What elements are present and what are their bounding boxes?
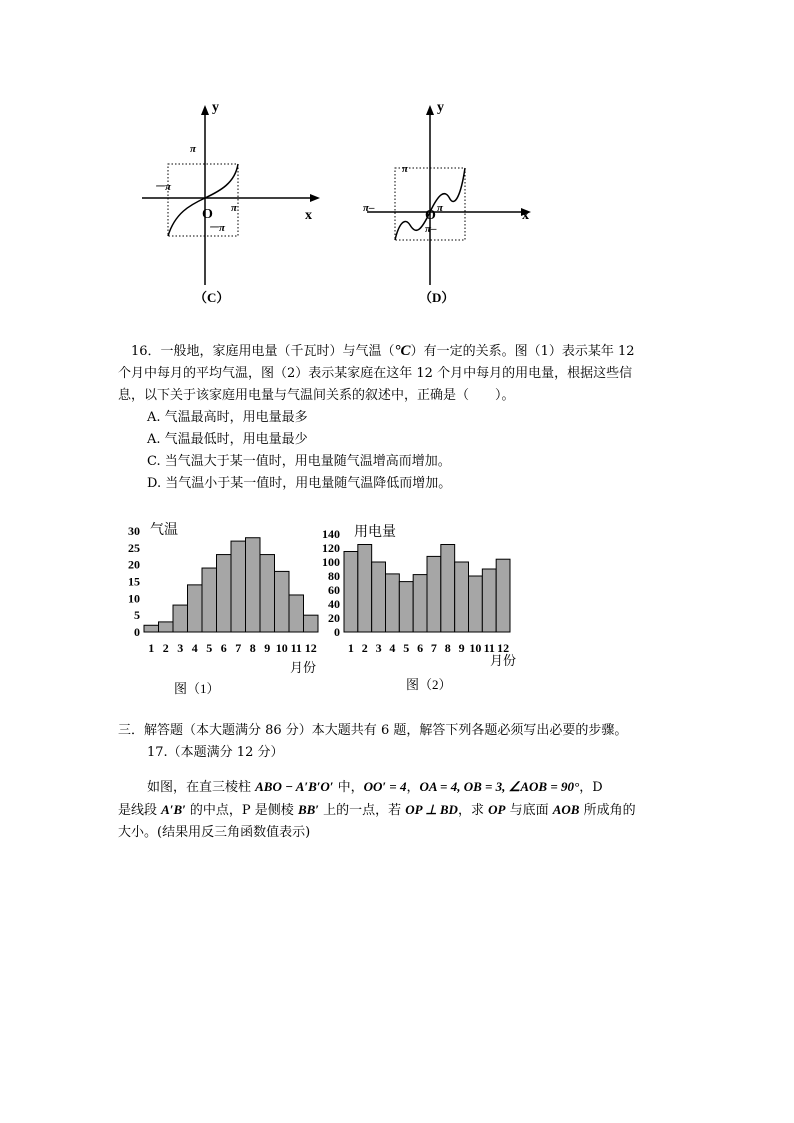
prism-name: ABO − A′B′O′ xyxy=(255,779,334,794)
pi-right-label: π xyxy=(437,202,444,214)
y-tick-label: 60 xyxy=(328,583,340,597)
option-b: A. 气温最低时，用电量最少 xyxy=(147,432,308,447)
oo-length: OO′ = 4 xyxy=(363,779,407,794)
curve-c xyxy=(168,164,238,236)
temperature-chart xyxy=(118,515,328,705)
q16-options xyxy=(118,407,698,495)
neg-pi-left-label: －π xyxy=(154,181,172,193)
q17-title: 17.（本题满分 12 分） xyxy=(147,745,284,760)
bar-10 xyxy=(275,571,290,632)
x-tick-label: 8 xyxy=(444,641,451,655)
q16-line1: 16．一般地，家庭用电量（千瓦时）与气温（°C）有一定的关系。图（1）表示某年 12 xyxy=(131,343,635,359)
bar-7 xyxy=(427,556,441,632)
edge-bb: BB′ xyxy=(297,802,319,817)
bar-6 xyxy=(217,555,232,632)
y-label: y xyxy=(437,100,444,115)
q17-line3: 大小。(结果用反三角函数值表示) xyxy=(118,825,311,840)
bar-8 xyxy=(246,538,261,632)
y-tick-label: 40 xyxy=(328,597,340,611)
celsius-unit: °C xyxy=(394,343,411,359)
x-tick-label: 7 xyxy=(235,641,242,655)
option-c: C. 当气温大于某一值时，用电量随气温增高而增加。 xyxy=(147,454,451,469)
chart-title: 气温 xyxy=(150,523,178,538)
graph-c xyxy=(130,95,330,310)
bar-12 xyxy=(496,559,510,632)
x-tick-label: 1 xyxy=(148,641,155,655)
option-d: D. 当气温小于某一值时，用电量随气温降低而增加。 xyxy=(147,476,452,491)
y-tick-label: 120 xyxy=(322,541,340,555)
bar-10 xyxy=(469,576,483,632)
y-tick-label: 5 xyxy=(134,608,140,623)
x-tick-label: 12 xyxy=(304,641,317,655)
caption-d: （D） xyxy=(419,290,455,305)
x-tick-label: 11 xyxy=(290,641,302,655)
bar-4 xyxy=(188,585,203,632)
bar-1 xyxy=(144,625,159,632)
section3 xyxy=(118,720,708,844)
y-tick-label: 0 xyxy=(334,625,340,639)
caption-c: （C） xyxy=(194,290,230,305)
bar-8 xyxy=(441,545,455,633)
y-tick-label: 0 xyxy=(134,625,140,639)
q16-text xyxy=(118,340,698,495)
y-label: y xyxy=(212,100,219,115)
bar-9 xyxy=(455,562,469,632)
bar-3 xyxy=(372,562,386,632)
q16-line2: 个月中每月的平均气温，图（2）表示某家庭在这年 12 个月中每月的用电量，根据这些信 xyxy=(118,366,633,381)
x-tick-label: 5 xyxy=(206,641,213,655)
bar-4 xyxy=(386,574,400,632)
y-tick-label: 20 xyxy=(128,557,140,572)
graph-d xyxy=(355,95,555,310)
x-tick-label: 3 xyxy=(375,641,382,655)
bar-5 xyxy=(202,568,217,632)
x-axis-label: 月份 xyxy=(490,653,517,668)
electricity-chart xyxy=(318,515,528,705)
x-tick-label: 11 xyxy=(483,641,495,655)
neg-pi-bottom-label: －π xyxy=(208,222,226,234)
bar-1 xyxy=(344,552,358,633)
y-tick-label: 80 xyxy=(328,569,340,583)
base-aob: AOB xyxy=(552,802,580,817)
y-tick-label: 10 xyxy=(128,591,140,606)
x-tick-label: 2 xyxy=(361,641,368,655)
pi-right-label: π xyxy=(231,202,238,214)
x-tick-label: 9 xyxy=(458,641,465,655)
chart-title: 用电量 xyxy=(354,525,396,540)
bar-12 xyxy=(304,615,319,632)
bar-7 xyxy=(231,541,246,632)
q17-line1: 如图，在直三棱柱 ABO − A′B′O′ 中，OO′ = 4，OA = 4, OB = 3, ∠AOB = 90°，D xyxy=(147,779,603,795)
perp-condition: OP ⊥ BD xyxy=(405,802,458,817)
x-tick-label: 6 xyxy=(417,641,424,655)
x-tick-label: 4 xyxy=(389,641,396,655)
q17-line2: 是线段 A′B′ 的中点，P 是侧棱 BB′ 上的一点，若 OP ⊥ BD，求 OP 与底面 AOB 所成角的 xyxy=(118,802,636,818)
bar-2 xyxy=(159,622,174,632)
y-tick-label: 15 xyxy=(128,574,140,589)
x-axis-label: 月份 xyxy=(290,660,317,675)
oa-ob-angle: OA = 4, OB = 3, ∠AOB = 90° xyxy=(419,779,580,794)
option-a: A. 气温最高时，用电量最多 xyxy=(147,410,308,425)
chart-caption: 图（1） xyxy=(174,681,220,696)
y-tick-label: 30 xyxy=(128,524,140,538)
y-axis-arrow xyxy=(426,105,434,115)
x-tick-label: 4 xyxy=(191,641,198,655)
dashed-box xyxy=(168,164,238,236)
pi-top-label: π xyxy=(190,143,197,155)
x-label: x xyxy=(305,208,312,223)
x-tick-label: 10 xyxy=(275,641,288,655)
segment-ab: A′B′ xyxy=(161,802,186,817)
bar-6 xyxy=(413,575,427,632)
neg-pi-left-label: π– xyxy=(363,202,375,214)
x-tick-label: 8 xyxy=(249,641,256,655)
bar-3 xyxy=(173,605,188,632)
y-tick-label: 20 xyxy=(328,611,340,625)
y-tick-label: 100 xyxy=(322,555,340,569)
bar-11 xyxy=(289,595,304,632)
x-tick-label: 2 xyxy=(162,641,169,655)
y-axis-arrow xyxy=(201,105,209,115)
x-tick-label: 1 xyxy=(347,641,354,655)
x-tick-label: 10 xyxy=(469,641,482,655)
neg-pi-bottom-label: π– xyxy=(425,223,437,235)
origin-label: O xyxy=(202,207,213,222)
x-axis-arrow xyxy=(310,194,320,202)
chart-caption: 图（2） xyxy=(406,677,452,692)
y-tick-label: 140 xyxy=(322,527,340,541)
bar-5 xyxy=(399,582,413,632)
bar-11 xyxy=(482,569,496,632)
op-line: OP xyxy=(488,802,506,817)
x-tick-label: 3 xyxy=(177,641,184,655)
x-tick-label: 5 xyxy=(403,641,410,655)
pi-top-label: π xyxy=(402,163,409,175)
bar-2 xyxy=(358,545,372,633)
x-tick-label: 12 xyxy=(497,641,510,655)
x-tick-label: 7 xyxy=(430,641,437,655)
section3-heading: 三．解答题（本大题满分 86 分）本大题共有 6 题，解答下列各题必须写出必要的步骤。 xyxy=(118,723,628,738)
y-tick-label: 25 xyxy=(128,540,140,555)
q16-line3: 息，以下关于该家庭用电量与气温间关系的叙述中，正确是（ ）。 xyxy=(118,388,515,403)
origin-label: O xyxy=(425,208,436,223)
x-tick-label: 9 xyxy=(264,641,271,655)
x-tick-label: 6 xyxy=(220,641,227,655)
x-label: x xyxy=(522,208,529,223)
bar-9 xyxy=(260,555,275,632)
